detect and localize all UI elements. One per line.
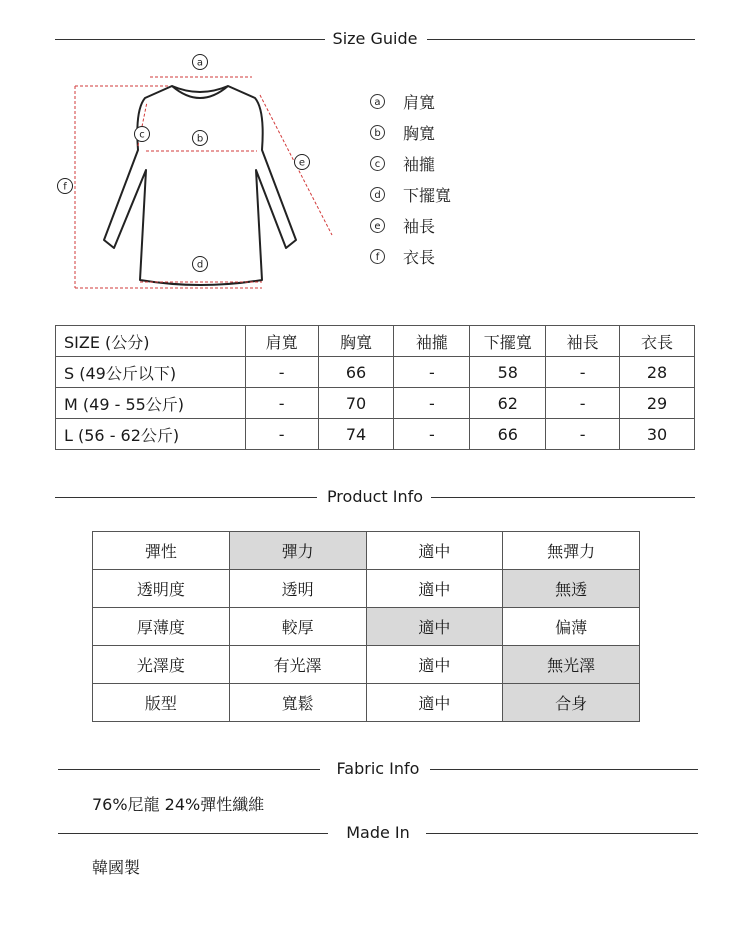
table-cell: 29 <box>620 388 695 419</box>
product-info-table <box>92 531 640 722</box>
table-cell: 66 <box>470 419 546 450</box>
svg-text:e: e <box>298 157 306 169</box>
garment-diagram <box>50 50 350 300</box>
table-row <box>93 608 640 646</box>
marker-f <box>58 179 73 194</box>
table-cell: - <box>245 419 318 450</box>
size-label-cell: L (56 - 62公斤) <box>56 419 246 450</box>
table-cell: 74 <box>318 419 394 450</box>
size-legend <box>370 86 451 272</box>
table-cell: 28 <box>620 357 695 388</box>
legend-item <box>370 179 451 210</box>
marker-a <box>193 55 208 70</box>
legend-item <box>370 117 451 148</box>
product-info-heading <box>55 487 695 507</box>
table-cell: - <box>546 388 620 419</box>
legend-label: 袖攏 <box>403 155 436 174</box>
table-row <box>93 570 640 608</box>
info-option-cell: 有光澤 <box>229 646 366 684</box>
made-in-title: Made In <box>338 823 418 842</box>
legend-marker: d <box>370 187 385 202</box>
header-cell: 肩寬 <box>245 326 318 357</box>
size-table <box>55 325 695 450</box>
table-cell: - <box>394 357 470 388</box>
legend-item <box>370 210 451 241</box>
marker-c <box>135 127 150 142</box>
legend-marker: c <box>370 156 385 171</box>
legend-label: 下擺寬 <box>403 186 452 205</box>
legend-marker: f <box>370 249 385 264</box>
svg-text:f: f <box>63 181 67 193</box>
table-row <box>56 388 695 419</box>
shirt-outline <box>104 86 296 285</box>
table-cell: 70 <box>318 388 394 419</box>
made-in-text: 韓國製 <box>92 858 141 877</box>
info-option-cell: 較厚 <box>229 608 366 646</box>
size-table-header <box>56 326 695 357</box>
header-cell: 下擺寬 <box>470 326 546 357</box>
legend-item <box>370 86 451 117</box>
svg-text:c: c <box>139 129 145 141</box>
legend-item <box>370 148 451 179</box>
size-label-cell: S (49公斤以下) <box>56 357 246 388</box>
fabric-text: 76%尼龍 24%彈性纖維 <box>92 795 265 814</box>
info-option-cell: 透明 <box>229 570 366 608</box>
svg-text:d: d <box>196 259 204 271</box>
marker-e <box>295 155 310 170</box>
size-guide-heading <box>55 29 695 49</box>
table-row <box>93 646 640 684</box>
header-cell: 袖攏 <box>394 326 470 357</box>
table-cell: 62 <box>470 388 546 419</box>
legend-marker: b <box>370 125 385 140</box>
info-option-cell: 適中 <box>366 532 503 570</box>
header-cell: 胸寬 <box>318 326 394 357</box>
made-in-heading <box>58 823 698 843</box>
legend-label: 胸寬 <box>403 124 436 143</box>
product-info-title: Product Info <box>319 487 431 506</box>
header-cell: SIZE (公分) <box>56 326 246 357</box>
info-option-cell: 彈力 <box>229 532 366 570</box>
svg-text:a: a <box>196 57 204 69</box>
legend-label: 肩寬 <box>403 93 436 112</box>
legend-label: 衣長 <box>403 248 436 267</box>
size-guide-title: Size Guide <box>325 29 426 48</box>
table-cell: - <box>394 419 470 450</box>
fabric-info-title: Fabric Info <box>329 759 428 778</box>
info-label-cell: 光澤度 <box>93 646 230 684</box>
marker-d <box>193 257 208 272</box>
header-cell: 袖長 <box>546 326 620 357</box>
table-row <box>56 357 695 388</box>
info-label-cell: 厚薄度 <box>93 608 230 646</box>
size-label-cell: M (49 - 55公斤) <box>56 388 246 419</box>
info-option-cell: 適中 <box>366 646 503 684</box>
info-option-cell: 適中 <box>366 608 503 646</box>
info-label-cell: 彈性 <box>93 532 230 570</box>
table-cell: 30 <box>620 419 695 450</box>
header-cell: 衣長 <box>620 326 695 357</box>
table-cell: 66 <box>318 357 394 388</box>
table-cell: - <box>546 419 620 450</box>
legend-marker: a <box>370 94 385 109</box>
table-cell: - <box>546 357 620 388</box>
info-option-cell: 適中 <box>366 684 503 722</box>
table-cell: - <box>245 388 318 419</box>
info-option-cell: 偏薄 <box>503 608 640 646</box>
info-option-cell: 合身 <box>503 684 640 722</box>
info-option-cell: 無透 <box>503 570 640 608</box>
table-cell: - <box>245 357 318 388</box>
table-row <box>93 532 640 570</box>
legend-item <box>370 241 451 272</box>
info-option-cell: 無彈力 <box>503 532 640 570</box>
legend-label: 袖長 <box>403 217 436 236</box>
fabric-info-heading <box>58 759 698 779</box>
info-label-cell: 版型 <box>93 684 230 722</box>
table-row <box>56 419 695 450</box>
marker-b <box>193 131 208 146</box>
info-option-cell: 無光澤 <box>503 646 640 684</box>
info-option-cell: 寬鬆 <box>229 684 366 722</box>
svg-text:b: b <box>196 133 204 145</box>
table-cell: 58 <box>470 357 546 388</box>
info-option-cell: 適中 <box>366 570 503 608</box>
table-cell: - <box>394 388 470 419</box>
info-label-cell: 透明度 <box>93 570 230 608</box>
legend-marker: e <box>370 218 385 233</box>
table-row <box>93 684 640 722</box>
